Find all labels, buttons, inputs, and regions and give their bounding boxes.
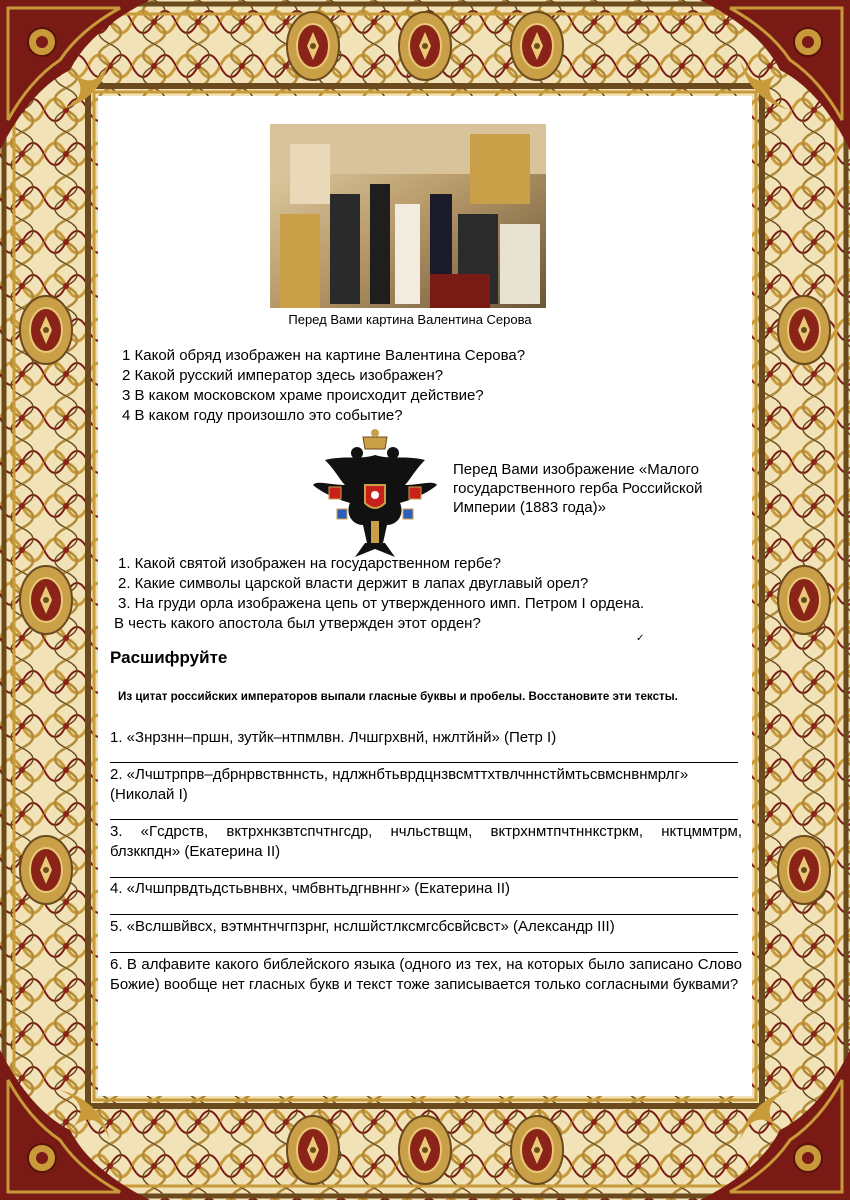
painting-questions xyxy=(122,346,525,426)
question-hebrew: 6. В алфавите какого библейского языка (одного из тех, на которых было записано Слово Божие) вообще нет гласных букв и текст тоже записывается только согласными буквами? xyxy=(110,956,742,993)
coat-questions xyxy=(110,554,644,634)
answer-line xyxy=(110,952,738,953)
cipher-item-1: 1. «Знрзнн–пршн, зутйк–нтпмлвн. Лчшгрхвнй, нжлтйнй» (Петр I) xyxy=(110,729,557,746)
question-item: 3 В каком московском храме происходит действие? xyxy=(122,387,484,404)
cipher-item-5: 5. «Вслшвйвсх, вэтмнтнчгпзрнг, нслшйстлксмгсбсвйсвст» (Александр III) xyxy=(110,918,615,935)
question-item: 2 Какой русский император здесь изображен? xyxy=(122,367,444,384)
cipher-item-4: 4. «Лчшпрвдтьдстьвнвнх, чмбвнтьдгнвннг» (Екатерина II) xyxy=(110,880,510,897)
answer-line xyxy=(110,914,738,915)
coat-of-arms-image xyxy=(305,425,445,560)
question-item: 1 Какой обряд изображен на картине Валентина Серова? xyxy=(122,347,526,364)
painting-caption: Перед Вами картина Валентина Серова xyxy=(288,312,532,327)
cipher-item-2: 2. «Лчштрпрв–дбрнрвствннсть, ндлжнбтьврдцнзвсмттхтвлчннстймтьсвмснвнмрлг» (Николай I) xyxy=(110,766,689,803)
answer-line xyxy=(110,819,738,820)
instruction-text: Из цитат российских императоров выпали гласные буквы и пробелы. Восстановите эти тексты. xyxy=(118,690,678,703)
serov-painting-image xyxy=(270,124,546,308)
question-item: 4 В каком году произошло это событие? xyxy=(122,407,403,424)
question-item: 2. Какие символы царской власти держит в лапах двуглавый орел? xyxy=(118,575,589,592)
question-item: 3. На груди орла изображена цепь от утвержденного имп. Петром I ордена. xyxy=(118,595,645,612)
cipher-item-3: 3. «Гсдрств, вктрхнкзвтспчтнгсдр, нчльствщм, вктрхнмтпчтннкстркм, нктцммтрм, блзккпдн» (Екатерина II) xyxy=(110,823,742,860)
question-item: В честь какого апостола был утвержден этот орден? xyxy=(114,615,481,632)
section-heading: Расшифруйте xyxy=(110,648,228,667)
answer-line xyxy=(110,762,738,763)
coat-of-arms-caption: Перед Вами изображение «Малого государственного герба Российской Империи (1883 года)» xyxy=(453,461,703,516)
tick-mark: ✓ xyxy=(636,633,645,644)
answer-line xyxy=(110,877,738,878)
question-item: 1. Какой святой изображен на государственном гербе? xyxy=(118,555,501,572)
